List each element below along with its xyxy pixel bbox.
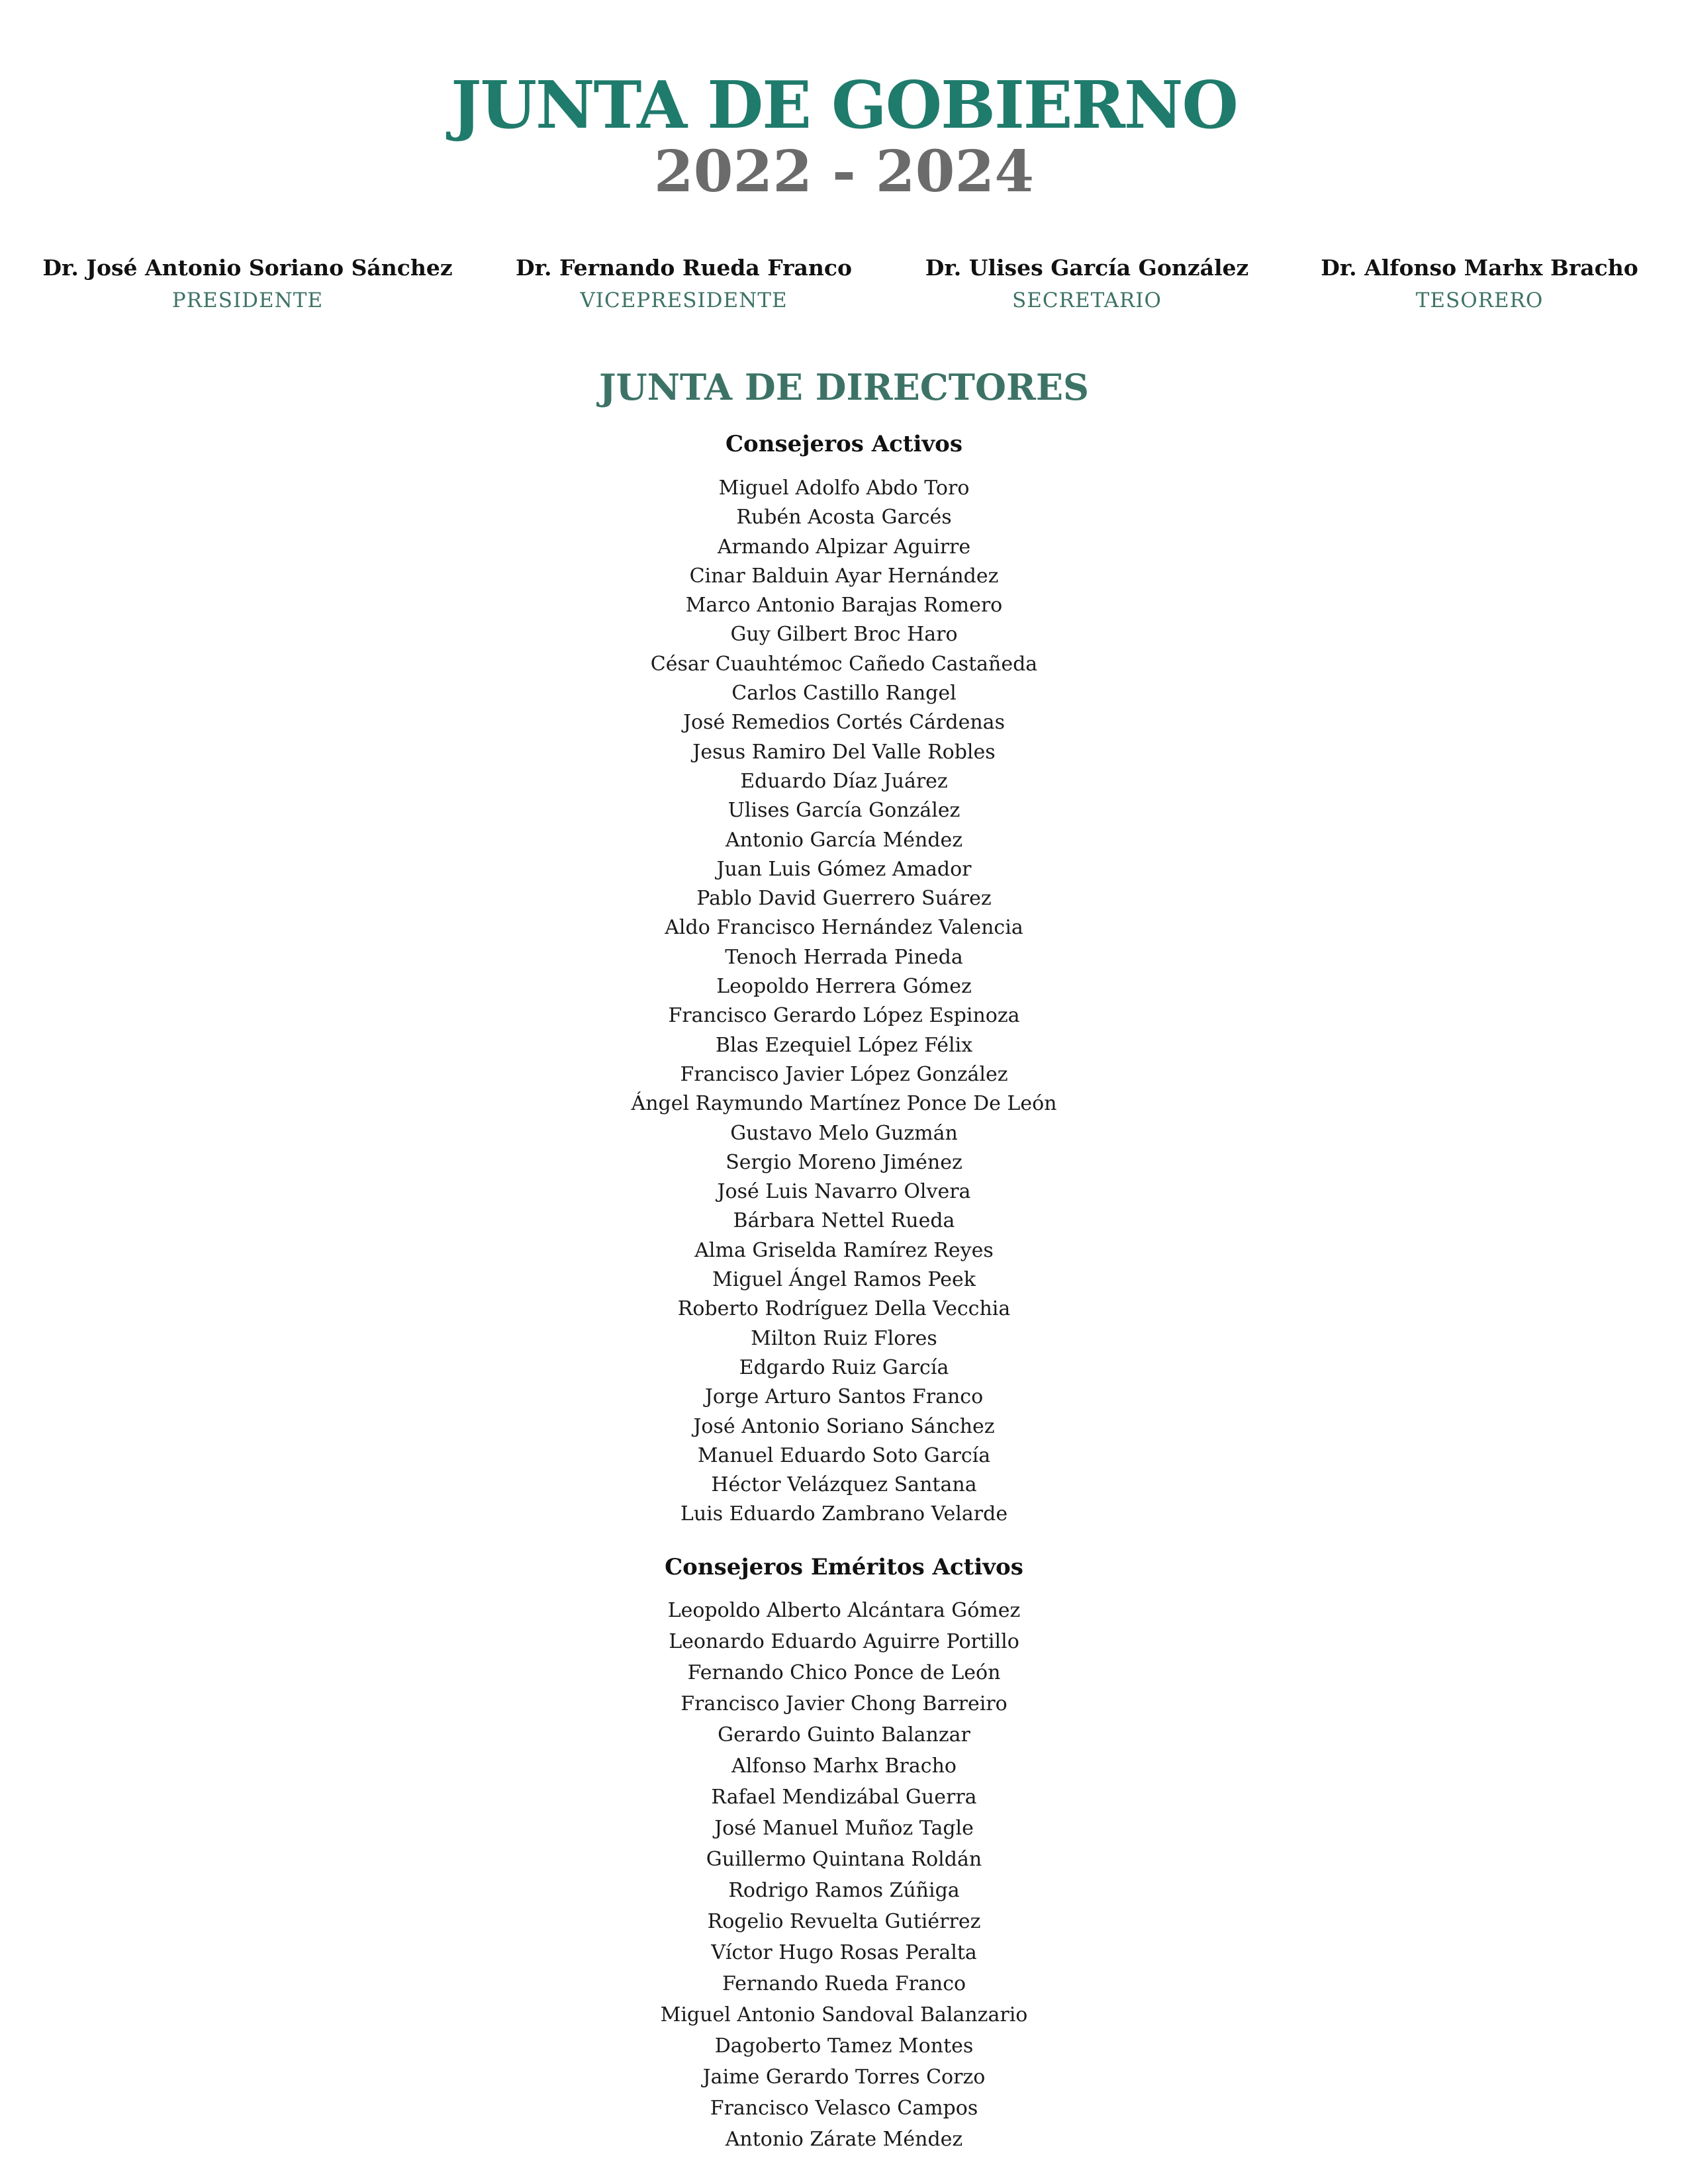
list-item: Miguel Antonio Sandoval Balanzario	[660, 2003, 1028, 2026]
officer-role: VICEPRESIDENTE	[580, 289, 788, 312]
list-item: Marco Antonio Barajas Romero	[685, 594, 1003, 617]
officer-name: Dr. Ulises García González	[925, 255, 1249, 281]
officers-row	[0, 251, 1688, 324]
list-item: Antonio Zárate Méndez	[725, 2128, 963, 2151]
list-item: Miguel Adolfo Abdo Toro	[718, 477, 970, 500]
active-councilors-heading: Consejeros Activos	[725, 431, 962, 457]
list-item: Francisco Velasco Campos	[710, 2097, 978, 2120]
list-item: Guillermo Quintana Roldán	[706, 1848, 982, 1871]
list-item: Ángel Raymundo Martínez Ponce De León	[631, 1092, 1057, 1116]
list-item: Francisco Gerardo López Espinoza	[668, 1004, 1020, 1028]
list-item: Leopoldo Alberto Alcántara Gómez	[667, 1599, 1021, 1622]
officer-name: Dr. José Antonio Soriano Sánchez	[42, 255, 453, 281]
list-item: Fernando Chico Ponce de León	[687, 1661, 1001, 1684]
list-item: Francisco Javier López González	[680, 1062, 1008, 1086]
list-item: Edgardo Ruiz García	[739, 1355, 949, 1379]
officer-name: Dr. Fernando Rueda Franco	[516, 255, 852, 281]
list-item: Guy Gilbert Broc Haro	[730, 623, 958, 647]
list-item: Blas Ezequiel López Félix	[715, 1033, 973, 1057]
list-item: Miguel Ángel Ramos Peek	[712, 1268, 976, 1292]
list-item: Pablo David Guerrero Suárez	[696, 887, 992, 911]
officer-name: Dr. Alfonso Marhx Bracho	[1321, 255, 1638, 281]
list-item: Gerardo Guinto Balanzar	[718, 1723, 970, 1747]
list-item: Roberto Rodríguez Della Vecchia	[677, 1297, 1011, 1321]
list-item: Gustavo Melo Guzmán	[730, 1121, 958, 1145]
list-item: Carlos Castillo Rangel	[731, 682, 957, 705]
emeritus-councilors-list	[0, 1595, 1688, 2155]
list-item: Rodrigo Ramos Zúñiga	[728, 1879, 960, 1902]
list-item: José Remedios Cortés Cárdenas	[683, 711, 1005, 735]
officer-president	[16, 251, 479, 316]
officer-role: SECRETARIO	[1012, 289, 1162, 312]
officer-role: PRESIDENTE	[171, 289, 324, 312]
directors-title: JUNTA DE DIRECTORES	[598, 366, 1090, 408]
list-item: Cinar Balduin Ayar Hernández	[689, 564, 999, 588]
list-item: Fernando Rueda Franco	[722, 1972, 966, 1995]
list-item: Rafael Mendizábal Guerra	[711, 1786, 977, 1809]
term-years: 2022 - 2024	[653, 138, 1035, 205]
emeritus-councilors-heading: Consejeros Eméritos Activos	[665, 1554, 1023, 1580]
list-item: Alfonso Marhx Bracho	[731, 1754, 957, 1778]
list-item: Leopoldo Herrera Gómez	[716, 975, 972, 999]
officer-vicepresident	[452, 251, 915, 316]
list-item: Aldo Francisco Hernández Valencia	[665, 916, 1023, 940]
list-item: Eduardo Díaz Juárez	[740, 769, 948, 793]
list-item: Armando Alpizar Aguirre	[717, 535, 971, 559]
list-item: José Luis Navarro Olvera	[717, 1180, 971, 1204]
list-item: José Antonio Soriano Sánchez	[693, 1414, 995, 1438]
list-item: Jesus Ramiro Del Valle Robles	[692, 740, 996, 764]
list-item: Bárbara Nettel Rueda	[733, 1209, 955, 1233]
list-item: Antonio García Méndez	[725, 828, 963, 852]
list-item: Jaime Gerardo Torres Corzo	[702, 2066, 986, 2089]
list-item: Francisco Javier Chong Barreiro	[680, 1692, 1008, 1715]
list-item: Rubén Acosta Garcés	[736, 506, 952, 529]
active-councilors-list	[0, 474, 1688, 1529]
list-item: Manuel Eduardo Soto García	[697, 1443, 991, 1467]
list-item: Leonardo Eduardo Aguirre Portillo	[669, 1630, 1019, 1653]
list-item: Alma Griselda Ramírez Reyes	[694, 1238, 994, 1262]
list-item: Ulises García González	[727, 799, 961, 823]
list-item: Milton Ruiz Flores	[751, 1326, 937, 1350]
list-item: José Manuel Muñoz Tagle	[714, 1817, 974, 1840]
page-title: JUNTA DE GOBIERNO	[451, 68, 1237, 144]
list-item: Tenoch Herrada Pineda	[725, 945, 963, 969]
list-item: César Cuauhtémoc Cañedo Castañeda	[650, 652, 1038, 676]
list-item: Dagoberto Tamez Montes	[714, 2034, 974, 2058]
list-item: Rogelio Revuelta Gutiérrez	[707, 1910, 981, 1933]
list-item: Víctor Hugo Rosas Peralta	[711, 1941, 977, 1964]
list-item: Jorge Arturo Santos Franco	[704, 1385, 984, 1409]
list-item: Juan Luis Gómez Amador	[716, 857, 972, 881]
officer-role: TESORERO	[1415, 289, 1544, 312]
list-item: Héctor Velázquez Santana	[711, 1473, 977, 1497]
list-item: Luis Eduardo Zambrano Velarde	[680, 1502, 1008, 1526]
officer-treasurer	[1248, 251, 1688, 316]
list-item: Sergio Moreno Jiménez	[726, 1150, 962, 1174]
